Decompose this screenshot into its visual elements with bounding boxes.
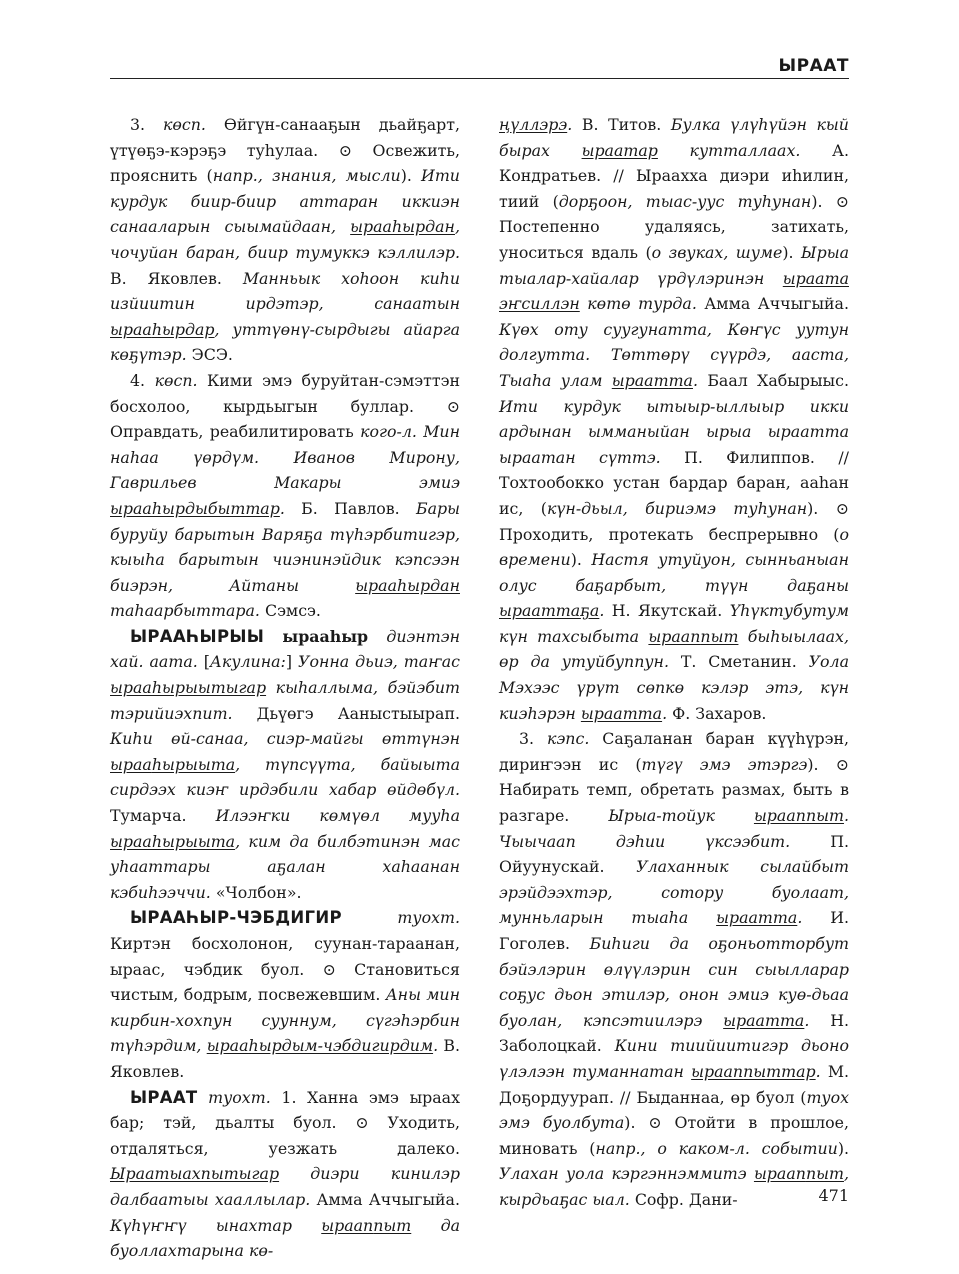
- dictionary-paragraph: ЫРААТ туохт. 1. Ханна эмэ ыраах бар; тэй, дьалты буол. ⊙ Уходить, отдаляться, уезжать далеко. Ыраатыахпытыгар диэри кинилэр далбаатыы хааллылар. Амма Аччыгыйа. Күһүҥҥү ынахтар ырааппыт да буоллахтарына кө-: [110, 1087, 460, 1261]
- dictionary-paragraph: 4. көсп. Кими эмэ буруйтан-сэмэттэн босхолоо, кырдьыгын буллар. ⊙ Оправдать, реабилитировать кого-л. Мин наһаа үөрдүм. Иванов Мирону, Гаврильев Макары эмиэ ырааһырдыбыттар. Б. Павлов. Бары буруйу барытын Варяҕа түһэрбитигэр, кыыһа барытын чиэнинэйдик кэпсээн биэрэн, Айтаны ырааһырдан таһаарбыттара. Сэмсэ.: [110, 370, 460, 621]
- right-column: [499, 112, 849, 1213]
- dictionary-paragraph: 3. көсп. Өйгүн-санааҕын дьайҕарт, үтүөҕэ-кэрэҕэ туһулаа. ⊙ Освежить, прояснить (напр., знания, мысли). Ити курдук биир-биир аттаран иккиэн санааларын сыымайдаан, ырааһырдан, чочуйан баран, биир тумуккэ кэллилэр. В. Яковлев. Манньык хоһоон киһи изйиитин ирдэтэр, санаатын ырааһырдар, уттүөнү-сырдыгы айарга көҕүтэр. ЭСЭ.: [110, 115, 460, 365]
- dictionary-paragraph: ңүллэрэ. В. Титов. Булка үлүһүйэн кый бырах ыраатар кутталлаах. А. Кондратьев. // Ыраахха диэри иһилин, тиий (дорҕоон, тыас-уус туһунан). ⊙ Постепенно удаляясь, затихать, уноситься вдаль (о звуках, шуме). Ырыа тыалар-хайалар үрдүлэринэн ыраата эҥсиллэн көтө турда. Амма Аччыгыйа. Күөх оту суугунатта, Көҥүс уутун долгутта. Төттөрү сүүрдэ, ааста, Тыаһа улам ыраатта. Баал Хабырыыс. Ити курдук ытыыр-ыллыыр икки ардынан ымманыйан ырыа ыраатта ыраатан сүттэ. П. Филиппов. // Тохтообокко устан бардар баран, ааһан ис, (күн-дьыл, бириэмэ туһунан). ⊙ Проходить, протекать беспрерывно (о времени). Настя утуйуон, сынньаныан олус баҕарбыт, түүн даҕаны ырааттаҕа. Н. Якутскай. Үһүктубутум күн тахсыбыта ырааппыт быһыылаах, өр да утуйбуппун. Т. Сметанин. Уола Мэхээс үрүт сөпкө кэлэр этэ, күн киэһэрэн ыраатта. Ф. Захаров.: [499, 115, 849, 723]
- header-rule: [110, 78, 849, 79]
- running-head: ЫРААТ: [778, 56, 849, 76]
- dictionary-paragraph: ЫРААҺЫРЫЫ ырааһыр диэнтэн хай. аата. [Акулина:] Уонна дьиэ, таҥас ырааһырыытыгар кыһаллыма, бэйэбит тэрийиэхпит. Дьүөгэ Ааныстыырап. Киһи өй-санаа, сиэр-майгы өттүнэн ырааһырыыта, түпсүүта, байыыта сирдээх киэҥ ирдэбили хабар өйдөбүл. Тумарча. Илээҥки көмүөл мууһа ырааһырыыта, ким да билбэтинэн мас уһааттары аҕалан хаһаанан кэбиһээччи. «Чолбон».: [110, 626, 461, 902]
- dictionary-paragraph: ЫРААҺЫР-ЧЭБДИГИР туохт. Киртэн босхолонон, суунан-тараанан, ыраас, чэбдик буол. ⊙ Становиться чистым, бодрым, посвежевшим. Аны мин кирбин-хохпун сууннум, сүгэһэрбин түһэрдим, ырааһырдым-чэбдигирдим. В. Яковлев.: [110, 908, 460, 1081]
- page-number: 471: [818, 1186, 849, 1205]
- dictionary-paragraph: 3. кэпс. Саҕаланан баран күүһүрэн, дириҥээн ис (түгү эмэ этэргэ). ⊙ Набирать темп, обретать размах, быть в разгаре. Ырыа-тойук ырааппыт. Чыычаап дэһии үксээбит. П. Ойуунускай. Улаханнык сылайбыт эрэйдээхтэр, сотору буолаат, мунньларын тыаһа ыраатта. И. Гоголев. Биһиги да оҕоньотторбут бэйэлэрин өлүүлэрин син сыылларар соҕус дьон этилэр, онон эмиэ куө-дьаа буолан, кэпсэтиилэрэ ыраатта. Н. Заболоцкай. Кини тиийиитигэр дьоно үлэлээн туманнатан ырааппыттар. М. Доҕордуурап. // Быданнаа, өр буол (туох эмэ буолбута). ⊙ Отойти в прошлое, миновать (напр., о каком-л. событии). Улахан уола кэргэннэммитэ ырааппыт, кырдьаҕас ыал. Софр. Дани-: [499, 729, 850, 1209]
- left-column: [110, 112, 460, 1264]
